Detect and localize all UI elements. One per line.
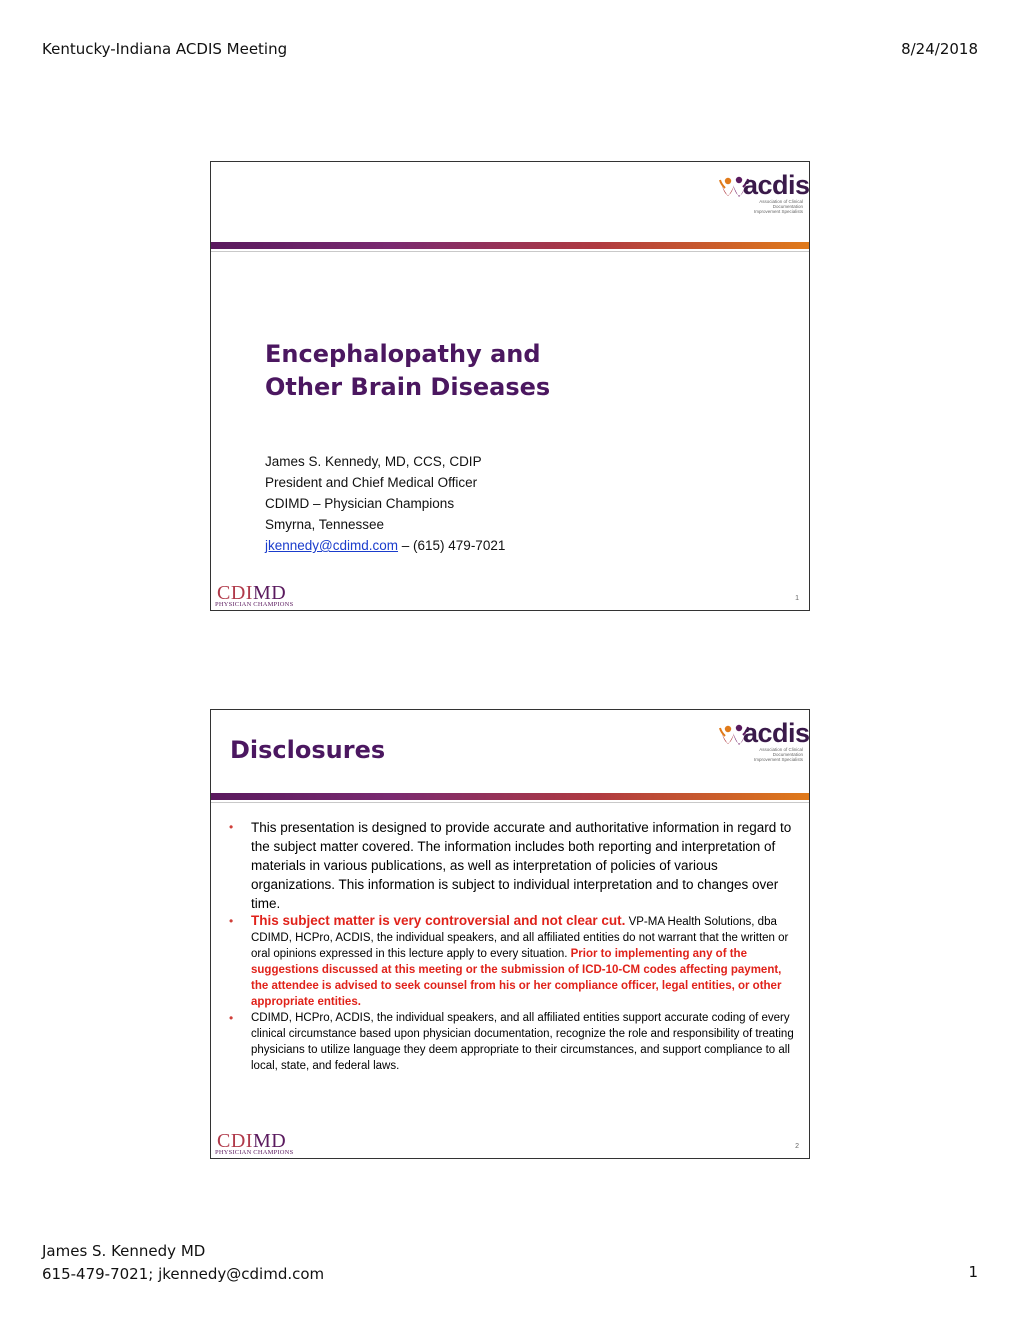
acdis-tagline: Association of Clinical Documentation Improvement Specialists: [753, 199, 803, 214]
author-org: CDIMD – Physician Champions: [265, 496, 455, 511]
acdis-logo: [719, 170, 810, 214]
list-item: [229, 913, 794, 1010]
document-header-date: 8/24/2018: [901, 40, 978, 58]
acdis-wordmark: acdis: [743, 170, 810, 200]
disclosure-list: [229, 818, 794, 1074]
slide-2-title: Disclosures: [230, 736, 386, 764]
slide-1: [210, 161, 810, 611]
author-name: James S. Kennedy, MD, CCS, CDIP: [265, 454, 482, 469]
acdis-logo: [719, 718, 810, 762]
cdimd-tagline: PHYSICIAN CHAMPIONS: [215, 1149, 294, 1156]
cdimd-logo: [215, 1130, 307, 1156]
slide-number: 2: [795, 1143, 799, 1150]
title-line-2: Other Brain Diseases: [265, 373, 551, 401]
cdimd-cdi: CDI: [217, 1130, 253, 1152]
bullet-text: This presentation is designed to provide accurate and authoritative information in regard to the subject matter covered. The information includes both reporting and interpretation of materials in various publications, as well as interpretation of policies of various organizations. This information is subject to individual interpretation and to changes over time.: [251, 820, 792, 911]
author-role: President and Chief Medical Officer: [265, 475, 478, 490]
slide-2: [210, 709, 810, 1159]
bullet-red-lead: This subject matter is very controversial and not clear cut.: [251, 913, 626, 928]
email-link[interactable]: jkennedy@cdimd.com: [265, 538, 399, 553]
slide-number: 1: [795, 595, 799, 602]
acdis-tagline: Association of Clinical Documentation Improvement Specialists: [753, 747, 803, 762]
slide-1-title: [265, 338, 550, 404]
document-header-title: Kentucky-Indiana ACDIS Meeting: [42, 40, 288, 58]
bullet-text: VP-MA Health Solutions, dba CDIMD, HCPro, ACDIS, the individual speakers, and all affiliated entities do not warrant that the written or oral opinions expressed in this lecture apply to every situation.: [251, 916, 789, 960]
cdimd-md: MD: [252, 582, 287, 604]
cdimd-logo: [215, 582, 307, 608]
document-page-number: 1: [968, 1263, 978, 1281]
author-block: [265, 451, 505, 556]
footer-name: James S. Kennedy MD: [42, 1242, 206, 1260]
phone-number: – (615) 479-7021: [398, 538, 506, 553]
footer-contact-line: 615-479-7021; jkennedy@cdimd.com: [42, 1265, 325, 1283]
cdimd-tagline: PHYSICIAN CHAMPIONS: [215, 601, 294, 608]
cdimd-md: MD: [252, 1130, 287, 1152]
author-location: Smyrna, Tennessee: [265, 517, 385, 532]
slide-header-band: [211, 793, 809, 800]
title-line-1: Encephalopathy and: [265, 340, 541, 368]
list-item: [229, 818, 794, 913]
author-contact: [265, 535, 505, 556]
acdis-wordmark: acdis: [743, 718, 810, 748]
list-item: [229, 1010, 794, 1074]
document-footer-contact: [42, 1240, 324, 1286]
cdimd-cdi: CDI: [217, 582, 253, 604]
bullet-text: CDIMD, HCPro, ACDIS, the individual speakers, and all affiliated entities support accurate coding of every clinical circumstance based upon physician documentation, recognize the role and responsibility of treating physicians to utilize language they deem appropriate to their circumstances, and support compliance to all local, state, and federal laws.: [251, 1012, 794, 1072]
bullet-red-warning: Prior to implementing any of the suggestions discussed at this meeting or the submission of ICD-10-CM codes affecting payment, the attendee is advised to seek counsel from his or her compliance officer, legal entities, or other appropriate entities.: [251, 948, 782, 1008]
slide-header-band: [211, 242, 809, 249]
